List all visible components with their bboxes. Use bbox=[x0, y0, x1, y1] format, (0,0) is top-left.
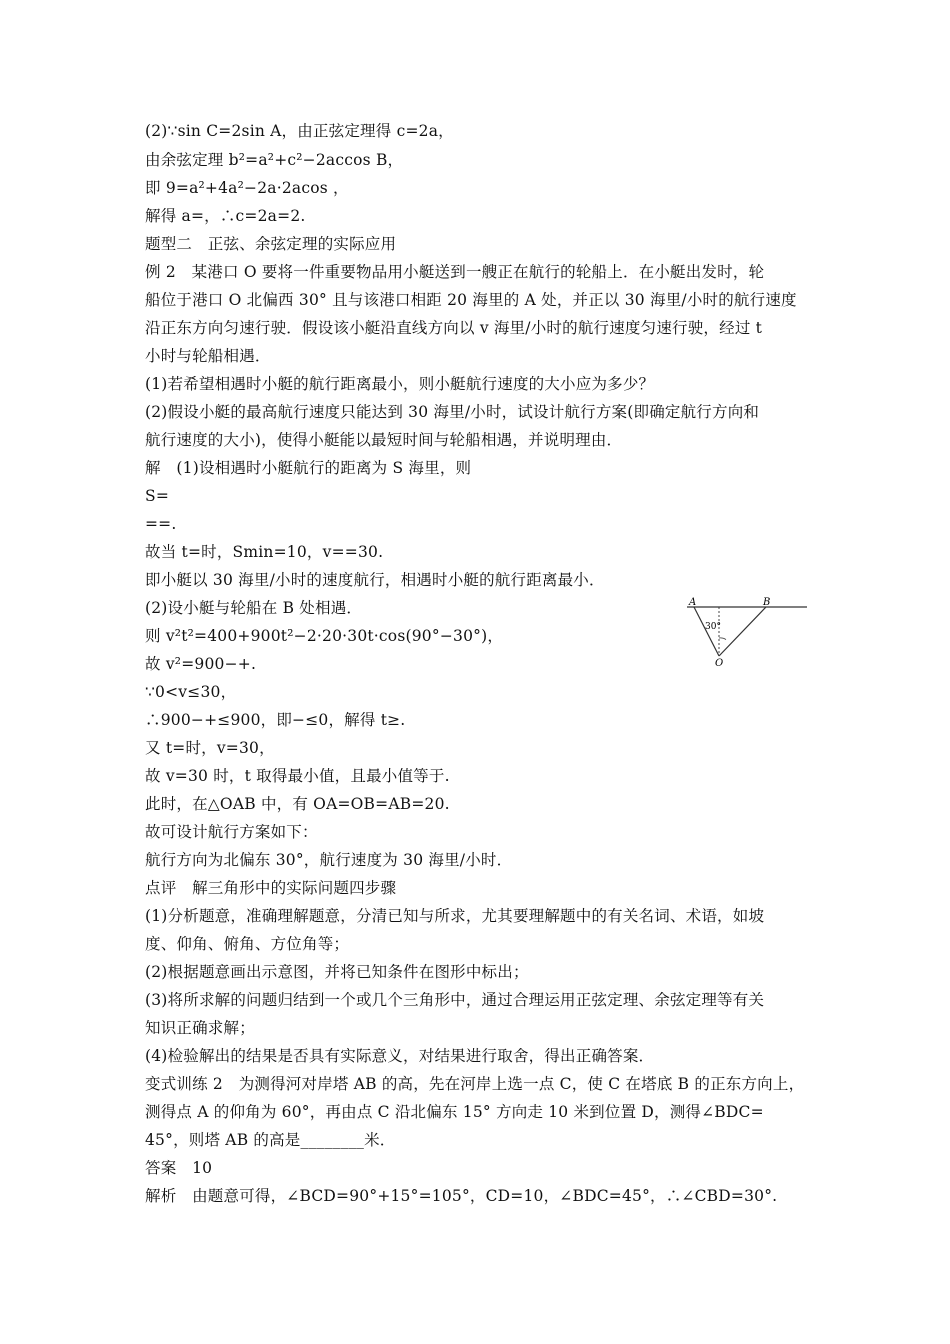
text-line: 航行速度的大小)，使得小艇能以最短时间与轮船相遇，并说明理由． bbox=[145, 431, 623, 449]
side-ob bbox=[719, 607, 766, 656]
text-line: 度、仰角、俯角、方位角等； bbox=[145, 935, 350, 953]
text-line: 即 9=a²+4a²−2a·2acos ， bbox=[145, 179, 349, 197]
text-line: 测得点 A 的仰角为 60°，再由点 C 沿北偏东 15° 方向走 10 米到位置 D，测得∠BDC= bbox=[145, 1103, 764, 1121]
text-line: 45°，则塔 AB 的高是________米． bbox=[145, 1131, 396, 1149]
point-a-label: A bbox=[689, 597, 697, 608]
text-line: (2)根据题意画出示意图，并将已知条件在图形中标出； bbox=[145, 963, 529, 981]
text-line: 故可设计航行方案如下： bbox=[145, 823, 318, 841]
text-line: 此时，在△OAB 中，有 OA=OB=AB=20. bbox=[145, 795, 450, 813]
text-line: S= bbox=[145, 487, 170, 505]
point-b-label: B bbox=[763, 597, 771, 608]
text-line: 即小艇以 30 海里/小时的速度航行，相遇时小艇的航行距离最小． bbox=[145, 571, 605, 589]
text-line: 船位于港口 O 北偏西 30° 且与该港口相距 20 海里的 A 处，并正以 30 海里/小时的航行速度 bbox=[145, 291, 797, 309]
text-line: 故 v=30 时，t 取得最小值，且最小值等于. bbox=[145, 767, 450, 785]
text-line: 故 v²=900−+. bbox=[145, 655, 257, 673]
text-line: 航行方向为北偏东 30°，航行速度为 30 海里/小时． bbox=[145, 851, 513, 869]
section-heading: 题型二 正弦、余弦定理的实际应用 bbox=[145, 235, 397, 253]
text-line: 知识正确求解； bbox=[145, 1019, 255, 1037]
triangle-diagram bbox=[683, 594, 809, 668]
text-line: ∵0<v≤30， bbox=[145, 683, 237, 701]
text-line: (4)检验解出的结果是否具有实际意义，对结果进行取舍，得出正确答案． bbox=[145, 1047, 655, 1065]
point-o-label: O bbox=[715, 658, 724, 668]
text-line: ==. bbox=[145, 515, 177, 533]
text-line: 例 2 某港口 O 要将一件重要物品用小艇送到一艘正在航行的轮船上．在小艇出发时，轮 bbox=[145, 263, 765, 281]
text-line: (1)分析题意，准确理解题意，分清已知与所求，尤其要理解题中的有关名词、术语，如坡 bbox=[145, 907, 765, 925]
text-line: 变式训练 2 为测得河对岸塔 AB 的高，先在河岸上选一点 C，使 C 在塔底 B 的正东方向上， bbox=[145, 1075, 805, 1093]
text-line: (2)∵sin C=2sin A，由正弦定理得 c=2a， bbox=[145, 122, 454, 140]
text-line: 又 t=时，v=30， bbox=[145, 739, 275, 757]
text-line: 故当 t=时，Smin=10，v==30. bbox=[145, 543, 384, 561]
text-line: ∴900−+≤900，即−≤0，解得 t≥. bbox=[145, 711, 406, 729]
text-line: 答案 10 bbox=[145, 1159, 213, 1177]
section-heading: 点评 解三角形中的实际问题四步骤 bbox=[145, 879, 397, 897]
angle-label: 30° bbox=[705, 622, 721, 632]
text-line: 解 (1)设相遇时小艇航行的距离为 S 海里，则 bbox=[145, 459, 472, 477]
text-line: (2)设小艇与轮船在 B 处相遇． bbox=[145, 599, 363, 617]
text-line: (3)将所求解的问题归结到一个或几个三角形中，通过合理运用正弦定理、余弦定理等有关 bbox=[145, 991, 765, 1009]
text-line: 由余弦定理 b²=a²+c²−2accos B， bbox=[145, 151, 404, 169]
text-line: 则 v²t²=400+900t²−2·20·30t·cos(90°−30°)， bbox=[145, 627, 504, 645]
text-line: 解得 a=，∴c=2a=2. bbox=[145, 207, 306, 225]
text-line: (2)假设小艇的最高航行速度只能达到 30 海里/小时，试设计航行方案(即确定航行方向和 bbox=[145, 403, 760, 421]
text-line: 小时与轮船相遇． bbox=[145, 347, 271, 365]
text-line: (1)若希望相遇时小艇的航行距离最小，则小艇航行速度的大小应为多少？ bbox=[145, 375, 655, 393]
text-line: 解析 由题意可得，∠BCD=90°+15°=105°，CD=10，∠BDC=45°，∴∠CBD=30°. bbox=[145, 1187, 778, 1205]
text-line: 沿正东方向匀速行驶．假设该小艇沿直线方向以 v 海里/小时的航行速度匀速行驶，经过 t bbox=[145, 319, 763, 337]
angle-arc bbox=[719, 638, 726, 640]
